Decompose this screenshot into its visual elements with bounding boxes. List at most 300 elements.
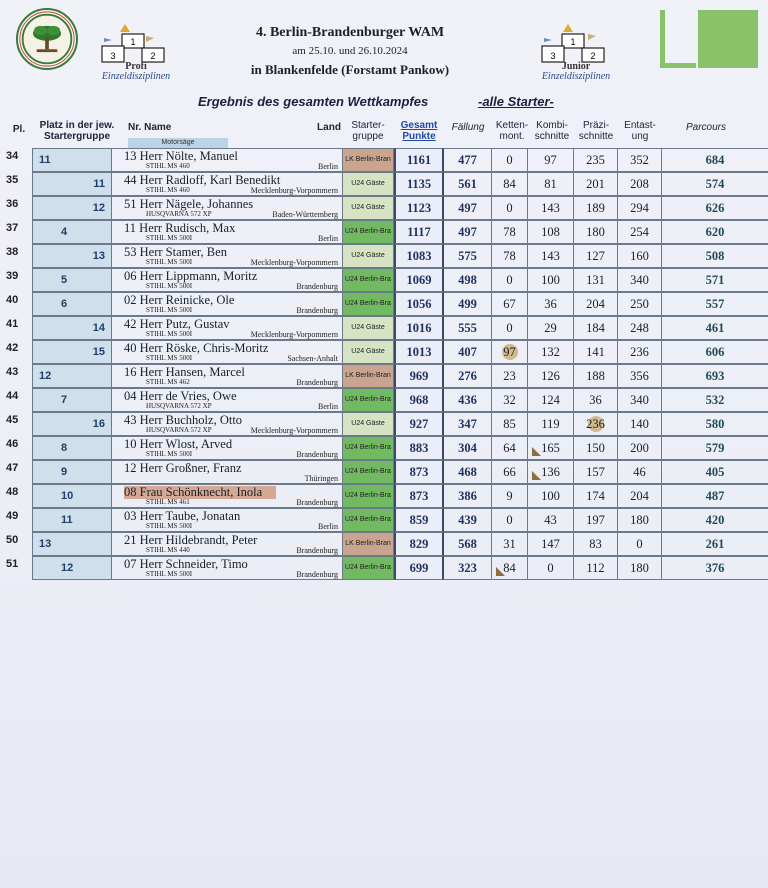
group-place-cell: 14 bbox=[32, 316, 112, 340]
starter-group-cell: U24 Berlin-Bra bbox=[342, 388, 394, 412]
starter-group-cell: U24 Berlin-Bra bbox=[342, 220, 394, 244]
starter-group-cell: U24 Berlin-Bra bbox=[342, 460, 394, 484]
kette-cell: 78 bbox=[492, 220, 528, 244]
col-place-group: Platz in der jew. Startergruppe bbox=[39, 120, 115, 142]
event-location: in Blankenfelde (Forstamt Pankow) bbox=[250, 62, 450, 77]
total-points-cell: 859 bbox=[394, 508, 444, 532]
entast-cell: 200 bbox=[618, 436, 662, 460]
name-value: Buchholz, Otto bbox=[165, 413, 243, 427]
competitor-cell bbox=[112, 220, 342, 244]
kombi-cell: 43 bbox=[528, 508, 574, 532]
salutation: Herr bbox=[139, 509, 163, 523]
chainsaw-model: STIHL MS 461 bbox=[146, 498, 190, 506]
start-number: 42 bbox=[124, 317, 137, 331]
praezi-cell: 204 bbox=[574, 292, 618, 316]
starter-group-cell: U24 Berlin-Bra bbox=[342, 508, 394, 532]
kombi-cell: 100 bbox=[528, 484, 574, 508]
competitor-cell bbox=[112, 148, 342, 172]
group-place-cell: 4 bbox=[32, 220, 112, 244]
entast-cell: 254 bbox=[618, 220, 662, 244]
starter-group-cell: U24 Gäste bbox=[342, 316, 394, 340]
start-number: 10 bbox=[124, 437, 137, 451]
kette-cell: 0 bbox=[492, 316, 528, 340]
kette-cell: 64 bbox=[492, 436, 528, 460]
faellung-cell: 568 bbox=[444, 532, 492, 556]
podium-number-2: 2 bbox=[590, 51, 596, 61]
start-number: 53 bbox=[124, 245, 137, 259]
entast-cell: 180 bbox=[618, 556, 662, 580]
chainsaw-model: STIHL MS 462 bbox=[146, 378, 190, 386]
table-row bbox=[0, 364, 768, 388]
kette-cell: 97 bbox=[492, 340, 528, 364]
table-row bbox=[0, 244, 768, 268]
start-number: 04 bbox=[124, 389, 137, 403]
group-place-cell: 11 bbox=[32, 508, 112, 532]
starter-group-cell: U24 Berlin-Bra bbox=[342, 484, 394, 508]
parcours-cell: 579 bbox=[662, 436, 768, 460]
total-points-cell: 1123 bbox=[394, 196, 444, 220]
competitor-cell bbox=[112, 268, 342, 292]
group-place-cell: 15 bbox=[32, 340, 112, 364]
kombi-cell: 36 bbox=[528, 292, 574, 316]
group-place-cell: 5 bbox=[32, 268, 112, 292]
start-number: 44 bbox=[124, 173, 137, 187]
highlight-mark bbox=[532, 471, 541, 480]
faellung-cell: 276 bbox=[444, 364, 492, 388]
parcours-cell: 508 bbox=[662, 244, 768, 268]
praezi-cell: 180 bbox=[574, 220, 618, 244]
federal-state: Brandenburg bbox=[296, 378, 338, 387]
start-number: 07 bbox=[124, 557, 137, 571]
competitor-cell bbox=[112, 436, 342, 460]
group-place-cell: 8 bbox=[32, 436, 112, 460]
salutation: Herr bbox=[139, 437, 163, 451]
salutation: Herr bbox=[139, 413, 163, 427]
kette-cell: 84 bbox=[492, 556, 528, 580]
kette-cell: 0 bbox=[492, 196, 528, 220]
chainsaw-model: STIHL MS 500I bbox=[146, 450, 193, 458]
starter-group-cell: U24 Gäste bbox=[342, 196, 394, 220]
col-praezi: Präzi-schnitte bbox=[578, 120, 614, 142]
faellung-cell: 498 bbox=[444, 268, 492, 292]
profi-label bbox=[86, 62, 186, 82]
kombi-cell: 165 bbox=[528, 436, 574, 460]
start-number: 11 bbox=[124, 221, 137, 235]
table-row bbox=[0, 436, 768, 460]
name-value: Röske, Chris-Moritz bbox=[165, 341, 269, 355]
parcours-cell: 405 bbox=[662, 460, 768, 484]
table-row bbox=[0, 508, 768, 532]
total-points-cell: 927 bbox=[394, 412, 444, 436]
faellung-cell: 386 bbox=[444, 484, 492, 508]
chainsaw-model: STIHL MS 500I bbox=[146, 234, 193, 242]
praezi-cell: 184 bbox=[574, 316, 618, 340]
podium-number-2: 2 bbox=[150, 51, 156, 61]
rank-cell: 48 bbox=[6, 486, 19, 498]
table-row bbox=[0, 532, 768, 556]
federal-state: Brandenburg bbox=[296, 546, 338, 555]
chainsaw-model: STIHL MS 440 bbox=[146, 546, 190, 554]
salutation: Herr bbox=[139, 389, 163, 403]
praezi-cell: 131 bbox=[574, 268, 618, 292]
parcours-cell: 620 bbox=[662, 220, 768, 244]
table-row bbox=[0, 316, 768, 340]
competitor-cell bbox=[112, 484, 342, 508]
entast-cell: 236 bbox=[618, 340, 662, 364]
competitor-name bbox=[124, 462, 242, 475]
federal-state: Berlin bbox=[318, 402, 338, 411]
federal-state: Berlin bbox=[318, 162, 338, 171]
total-points-cell: 699 bbox=[394, 556, 444, 580]
kombi-cell: 124 bbox=[528, 388, 574, 412]
start-number: 43 bbox=[124, 413, 137, 427]
group-place-cell: 11 bbox=[32, 148, 112, 172]
event-title: 4. Berlin-Brandenburger WAM bbox=[255, 25, 445, 40]
results-filter: -alle Starter- bbox=[478, 94, 554, 109]
parcours-cell: 606 bbox=[662, 340, 768, 364]
table-row bbox=[0, 340, 768, 364]
rank-cell: 50 bbox=[6, 534, 19, 546]
group-place-cell: 10 bbox=[32, 484, 112, 508]
competitor-cell bbox=[112, 172, 342, 196]
rank-cell: 47 bbox=[6, 462, 19, 474]
profi-podium-icon bbox=[100, 22, 170, 66]
col-total: Gesamt Punkte bbox=[400, 120, 438, 142]
faellung-cell: 468 bbox=[444, 460, 492, 484]
starter-group-cell: U24 Gäste bbox=[342, 244, 394, 268]
praezi-cell: 157 bbox=[574, 460, 618, 484]
chainsaw-model: STIHL MS 500I bbox=[146, 570, 193, 578]
table-row bbox=[0, 196, 768, 220]
total-points-cell: 1135 bbox=[394, 172, 444, 196]
entast-cell: 46 bbox=[618, 460, 662, 484]
decorative-green-block bbox=[698, 10, 758, 68]
results-subtitle: Ergebnis des gesamten Wettkampfes bbox=[198, 94, 429, 109]
parcours-cell: 461 bbox=[662, 316, 768, 340]
competitor-cell bbox=[112, 388, 342, 412]
entast-cell: 180 bbox=[618, 508, 662, 532]
name-value: Nägele, Johannes bbox=[165, 197, 254, 211]
col-starter-group: Starter-gruppe bbox=[351, 120, 385, 142]
kombi-cell: 108 bbox=[528, 220, 574, 244]
junior-label bbox=[526, 62, 626, 82]
start-number: 13 bbox=[124, 149, 137, 163]
competitor-cell bbox=[112, 196, 342, 220]
kette-cell: 32 bbox=[492, 388, 528, 412]
table-row bbox=[0, 556, 768, 580]
salutation: Herr bbox=[139, 197, 163, 211]
faellung-cell: 497 bbox=[444, 196, 492, 220]
name-value: Lippmann, Moritz bbox=[165, 269, 258, 283]
name-value: Großner, Franz bbox=[165, 461, 242, 475]
federal-state: Mecklenburg-Vorpommern bbox=[250, 258, 338, 267]
rank-cell: 36 bbox=[6, 198, 19, 210]
group-place-cell: 12 bbox=[32, 556, 112, 580]
praezi-cell: 36 bbox=[574, 388, 618, 412]
praezi-cell: 127 bbox=[574, 244, 618, 268]
group-place-cell: 12 bbox=[32, 364, 112, 388]
salutation: Herr bbox=[139, 461, 163, 475]
junior-subtitle: Einzeldisziplinen bbox=[541, 71, 611, 82]
competitor-cell bbox=[112, 508, 342, 532]
competitor-cell bbox=[112, 292, 342, 316]
chainsaw-model: STIHL MS 500I bbox=[146, 522, 193, 530]
entast-cell: 294 bbox=[618, 196, 662, 220]
kombi-cell: 119 bbox=[528, 412, 574, 436]
name-value: Wlost, Arved bbox=[165, 437, 233, 451]
chainsaw-model: STIHL MS 460 bbox=[146, 186, 190, 194]
total-points-cell: 1161 bbox=[394, 148, 444, 172]
salutation: Herr bbox=[139, 149, 163, 163]
praezi-cell: 150 bbox=[574, 436, 618, 460]
start-number: 03 bbox=[124, 509, 137, 523]
col-faellung: Fällung bbox=[451, 122, 485, 133]
name-value: Nölte, Manuel bbox=[165, 149, 238, 163]
name-value: Stamer, Ben bbox=[165, 245, 227, 259]
chainsaw-model: HUSQVARNA 572 XP bbox=[146, 402, 212, 410]
starter-group-cell: U24 Gäste bbox=[342, 172, 394, 196]
competitor-name bbox=[124, 534, 257, 547]
kette-cell: 0 bbox=[492, 148, 528, 172]
salutation: Frau bbox=[139, 485, 163, 499]
federal-state: Brandenburg bbox=[296, 282, 338, 291]
group-place-cell: 7 bbox=[32, 388, 112, 412]
entast-cell: 352 bbox=[618, 148, 662, 172]
table-row bbox=[0, 460, 768, 484]
federal-state: Berlin bbox=[318, 234, 338, 243]
faellung-cell: 477 bbox=[444, 148, 492, 172]
salutation: Herr bbox=[139, 557, 163, 571]
profi-title: Profi bbox=[125, 61, 147, 72]
starter-group-cell: U24 Berlin-Bra bbox=[342, 292, 394, 316]
parcours-cell: 420 bbox=[662, 508, 768, 532]
chainsaw-model: STIHL MS 500I bbox=[146, 354, 193, 362]
federal-state: Brandenburg bbox=[296, 450, 338, 459]
kette-cell: 23 bbox=[492, 364, 528, 388]
table-row bbox=[0, 412, 768, 436]
podium-number-1: 1 bbox=[130, 37, 136, 47]
start-number: 51 bbox=[124, 197, 137, 211]
kombi-cell: 0 bbox=[528, 556, 574, 580]
total-points-cell: 1016 bbox=[394, 316, 444, 340]
group-place-cell: 13 bbox=[32, 532, 112, 556]
start-number: 06 bbox=[124, 269, 137, 283]
start-number: 40 bbox=[124, 341, 137, 355]
rank-cell: 43 bbox=[6, 366, 19, 378]
start-number: 12 bbox=[124, 461, 137, 475]
kette-cell: 0 bbox=[492, 508, 528, 532]
salutation: Herr bbox=[139, 533, 163, 547]
name-value: Schönknecht, Inola bbox=[165, 485, 263, 499]
junior-title: Junior bbox=[561, 61, 591, 72]
junior-podium-icon bbox=[540, 22, 610, 66]
podium-number-3: 3 bbox=[550, 51, 556, 61]
federal-state: Mecklenburg-Vorpommern bbox=[250, 426, 338, 435]
name-value: Hildebrandt, Peter bbox=[165, 533, 258, 547]
parcours-cell: 626 bbox=[662, 196, 768, 220]
decorative-green-frame bbox=[660, 10, 696, 68]
federal-state: Berlin bbox=[318, 522, 338, 531]
profi-subtitle: Einzeldisziplinen bbox=[101, 71, 171, 82]
praezi-cell: 189 bbox=[574, 196, 618, 220]
table-row bbox=[0, 484, 768, 508]
chainsaw-model: STIHL MS 500I bbox=[146, 258, 193, 266]
start-number: 08 bbox=[124, 485, 137, 499]
entast-cell: 204 bbox=[618, 484, 662, 508]
competitor-cell bbox=[112, 412, 342, 436]
kette-cell: 84 bbox=[492, 172, 528, 196]
kombi-cell: 136 bbox=[528, 460, 574, 484]
podium-number-1: 1 bbox=[570, 37, 576, 47]
competitor-cell bbox=[112, 340, 342, 364]
salutation: Herr bbox=[139, 173, 163, 187]
entast-cell: 340 bbox=[618, 268, 662, 292]
kette-cell: 85 bbox=[492, 412, 528, 436]
name-value: Reinicke, Ole bbox=[165, 293, 235, 307]
rank-cell: 34 bbox=[6, 150, 19, 162]
federal-state: Sachsen-Anhalt bbox=[287, 354, 338, 363]
name-value: Taube, Jonatan bbox=[165, 509, 241, 523]
col-kette: Ketten-mont. bbox=[495, 120, 529, 142]
parcours-cell: 557 bbox=[662, 292, 768, 316]
competitor-cell bbox=[112, 460, 342, 484]
salutation: Herr bbox=[139, 269, 163, 283]
starter-group-cell: LK Berlin-Bran bbox=[342, 532, 394, 556]
group-place-cell: 6 bbox=[32, 292, 112, 316]
highlight-mark bbox=[532, 447, 541, 456]
entast-cell: 250 bbox=[618, 292, 662, 316]
praezi-cell: 141 bbox=[574, 340, 618, 364]
starter-group-cell: LK Berlin-Bran bbox=[342, 364, 394, 388]
starter-group-cell: U24 Berlin-Bra bbox=[342, 268, 394, 292]
start-number: 02 bbox=[124, 293, 137, 307]
faellung-cell: 347 bbox=[444, 412, 492, 436]
praezi-cell: 201 bbox=[574, 172, 618, 196]
salutation: Herr bbox=[139, 293, 163, 307]
total-points-cell: 883 bbox=[394, 436, 444, 460]
faellung-cell: 561 bbox=[444, 172, 492, 196]
parcours-cell: 580 bbox=[662, 412, 768, 436]
parcours-cell: 693 bbox=[662, 364, 768, 388]
faellung-cell: 499 bbox=[444, 292, 492, 316]
praezi-cell: 174 bbox=[574, 484, 618, 508]
name-value: Putz, Gustav bbox=[165, 317, 230, 331]
group-place-cell: 11 bbox=[32, 172, 112, 196]
parcours-cell: 532 bbox=[662, 388, 768, 412]
chainsaw-model: STIHL MS 500I bbox=[146, 330, 193, 338]
rank-cell: 38 bbox=[6, 246, 19, 258]
event-dates: am 25.10. und 26.10.2024 bbox=[292, 45, 408, 57]
entast-cell: 140 bbox=[618, 412, 662, 436]
starter-group-cell: LK Berlin-Bran bbox=[342, 148, 394, 172]
name-value: Rudisch, Max bbox=[165, 221, 236, 235]
kombi-cell: 97 bbox=[528, 148, 574, 172]
faellung-cell: 555 bbox=[444, 316, 492, 340]
name-value: de Vries, Owe bbox=[165, 389, 237, 403]
faellung-cell: 304 bbox=[444, 436, 492, 460]
federal-state: Brandenburg bbox=[296, 306, 338, 315]
rank-cell: 44 bbox=[6, 390, 19, 402]
federal-state: Mecklenburg-Vorpommern bbox=[250, 186, 338, 195]
col-land: Land bbox=[317, 122, 341, 133]
total-points-cell: 829 bbox=[394, 532, 444, 556]
entast-cell: 0 bbox=[618, 532, 662, 556]
competitor-cell bbox=[112, 316, 342, 340]
chainsaw-model: HUSQVARNA 572 XP bbox=[146, 426, 212, 434]
podium-number-3: 3 bbox=[110, 51, 116, 61]
table-row bbox=[0, 172, 768, 196]
chainsaw-model: STIHL MS 460 bbox=[146, 162, 190, 170]
start-number: 21 bbox=[124, 533, 137, 547]
table-row bbox=[0, 220, 768, 244]
praezi-cell: 112 bbox=[574, 556, 618, 580]
event-title-block bbox=[200, 24, 500, 80]
salutation: Herr bbox=[139, 221, 163, 235]
rank-cell: 35 bbox=[6, 174, 19, 186]
parcours-cell: 376 bbox=[662, 556, 768, 580]
name-value: Hansen, Marcel bbox=[165, 365, 245, 379]
total-points-cell: 1069 bbox=[394, 268, 444, 292]
entast-cell: 356 bbox=[618, 364, 662, 388]
rank-cell: 45 bbox=[6, 414, 19, 426]
total-points-cell: 1013 bbox=[394, 340, 444, 364]
entast-cell: 248 bbox=[618, 316, 662, 340]
salutation: Herr bbox=[139, 341, 163, 355]
total-points-cell: 873 bbox=[394, 460, 444, 484]
kette-cell: 31 bbox=[492, 532, 528, 556]
federal-state: Mecklenburg-Vorpommern bbox=[250, 330, 338, 339]
praezi-cell: 236 bbox=[574, 412, 618, 436]
kette-cell: 66 bbox=[492, 460, 528, 484]
group-place-cell: 9 bbox=[32, 460, 112, 484]
rank-cell: 49 bbox=[6, 510, 19, 522]
rank-cell: 37 bbox=[6, 222, 19, 234]
group-place-cell: 12 bbox=[32, 196, 112, 220]
starter-group-cell: U24 Berlin-Bra bbox=[342, 436, 394, 460]
entast-cell: 340 bbox=[618, 388, 662, 412]
starter-group-cell: U24 Gäste bbox=[342, 412, 394, 436]
faellung-cell: 497 bbox=[444, 220, 492, 244]
kette-cell: 78 bbox=[492, 244, 528, 268]
group-place-cell: 16 bbox=[32, 412, 112, 436]
rank-cell: 40 bbox=[6, 294, 19, 306]
praezi-cell: 197 bbox=[574, 508, 618, 532]
total-points-cell: 969 bbox=[394, 364, 444, 388]
faellung-cell: 407 bbox=[444, 340, 492, 364]
rank-cell: 41 bbox=[6, 318, 19, 330]
col-kombi: Kombi-schnitte bbox=[534, 120, 570, 142]
kombi-cell: 147 bbox=[528, 532, 574, 556]
kombi-cell: 143 bbox=[528, 196, 574, 220]
faellung-cell: 439 bbox=[444, 508, 492, 532]
chainsaw-model: STIHL MS 500I bbox=[146, 306, 193, 314]
salutation: Herr bbox=[139, 365, 163, 379]
competitor-cell bbox=[112, 244, 342, 268]
kette-cell: 0 bbox=[492, 268, 528, 292]
col-motorsaege: Motorsäge bbox=[128, 138, 228, 148]
kombi-cell: 126 bbox=[528, 364, 574, 388]
federal-state: Thüringen bbox=[304, 474, 338, 483]
parcours-cell: 684 bbox=[662, 148, 768, 172]
parcours-cell: 487 bbox=[662, 484, 768, 508]
kombi-cell: 29 bbox=[528, 316, 574, 340]
kette-cell: 9 bbox=[492, 484, 528, 508]
rank-cell: 39 bbox=[6, 270, 19, 282]
rank-cell: 42 bbox=[6, 342, 19, 354]
kombi-cell: 100 bbox=[528, 268, 574, 292]
chainsaw-model: STIHL MS 500I bbox=[146, 282, 193, 290]
total-points-cell: 1056 bbox=[394, 292, 444, 316]
